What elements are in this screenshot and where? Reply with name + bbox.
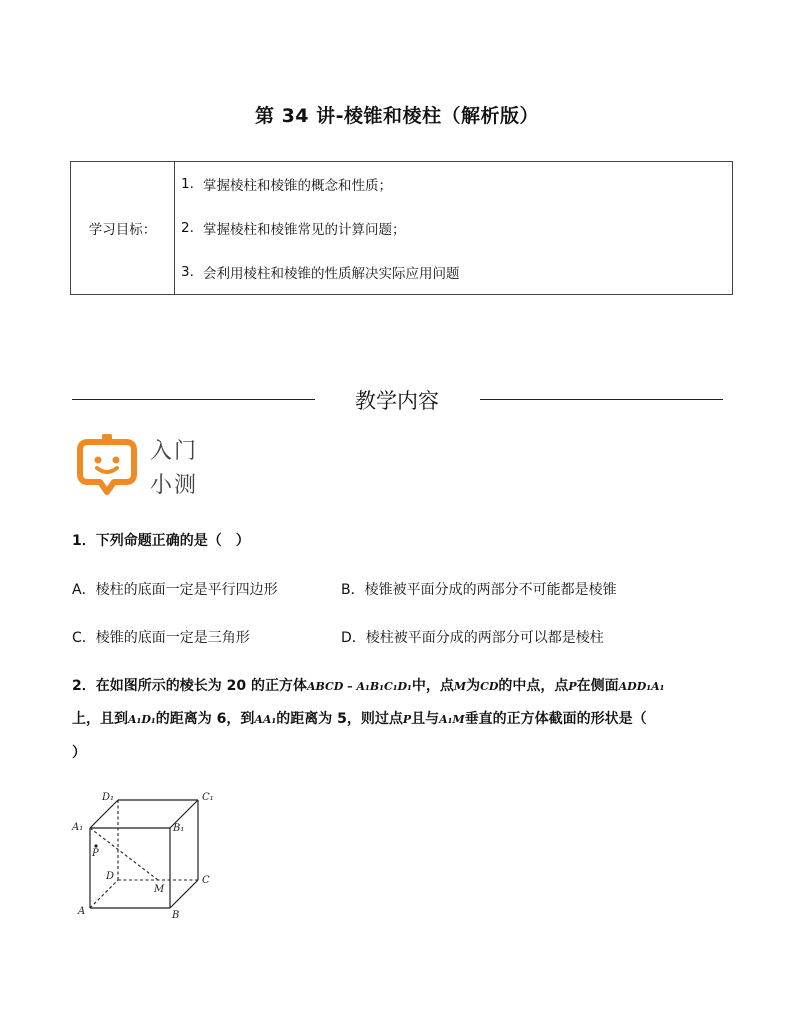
q2-text: 2．在如图所示的棱长为 20 的正方体 — [72, 678, 307, 694]
label-d1: D₁ — [102, 792, 115, 803]
q2-text: 在侧面 — [576, 678, 619, 694]
label-a: A — [78, 906, 86, 917]
question-1-stem: 1．下列命题正确的是（ ） — [72, 533, 250, 549]
question-2-line-1 — [72, 676, 732, 697]
q2-math: AA₁ — [254, 713, 277, 726]
goal-text: 掌握棱柱和棱锥常见的计算问题； — [203, 222, 406, 238]
q2-text: 中，点 — [411, 678, 454, 694]
badge-line-1: 入门 — [150, 439, 199, 464]
goal-number: 3. — [181, 264, 194, 280]
section-title: 教学内容 — [355, 389, 439, 413]
q2-math: P — [402, 713, 412, 726]
q2-math: ADD₁A₁ — [618, 680, 665, 693]
goal-item — [175, 250, 732, 294]
goal-text: 掌握棱柱和棱锥的概念和性质； — [203, 178, 392, 194]
label-m: M — [154, 884, 165, 895]
label-c: C — [202, 875, 210, 886]
label-a1: A₁ — [72, 822, 84, 833]
q2-text: 上，且到 — [72, 711, 128, 727]
q2-math: ABCD – A₁B₁C₁D₁ — [306, 680, 412, 693]
q2-math: CD — [480, 680, 499, 693]
q1-option-b: B．棱锥被平面分成的两部分不可能都是棱锥 — [341, 582, 617, 598]
goal-number: 2. — [181, 220, 194, 236]
question-2-line-3: ） — [72, 745, 86, 761]
q2-math: P — [568, 680, 577, 693]
cube-figure — [66, 786, 226, 922]
edge-bc — [170, 880, 198, 908]
goals-label: 学习目标： — [71, 162, 175, 295]
goal-item — [175, 206, 732, 250]
goal-text: 会利用棱柱和棱锥的性质解决实际应用问题 — [203, 266, 460, 282]
q1-option-d: D．棱柱被平面分成的两部分可以都是棱柱 — [341, 630, 604, 646]
q2-math: A₁M — [439, 713, 465, 726]
section-divider-left — [72, 399, 315, 400]
goals-list — [175, 162, 733, 295]
label-b: B — [172, 910, 180, 921]
label-d: D — [106, 871, 115, 882]
page-title: 第 34 讲-棱锥和棱柱（解析版） — [254, 105, 540, 127]
chat-smiley-icon — [74, 432, 140, 498]
label-p: P — [92, 848, 99, 859]
segment-a1m — [90, 828, 158, 880]
q2-math: M — [453, 680, 467, 693]
q1-option-c: C．棱锥的底面一定是三角形 — [72, 630, 250, 646]
q2-text: 的距离为 6，到 — [155, 711, 255, 727]
edge-a1d1 — [90, 800, 118, 828]
edge-ad-hidden — [90, 880, 118, 908]
q1-option-a: A．棱柱的底面一定是平行四边形 — [72, 582, 278, 598]
goal-item — [175, 162, 732, 206]
goal-number: 1. — [181, 176, 194, 192]
q2-text: 为 — [466, 678, 481, 694]
q2-text: 的距离为 5，则过点 — [276, 711, 403, 727]
label-c1: C₁ — [202, 792, 214, 803]
q2-text: 的中点，点 — [498, 678, 569, 694]
q2-text: 且与 — [411, 711, 440, 727]
learning-goals-table — [70, 161, 733, 295]
q2-math: A₁D₁ — [128, 713, 156, 726]
section-divider-right — [480, 399, 723, 400]
question-2-line-2 — [72, 709, 732, 730]
badge-line-2: 小测 — [150, 473, 199, 498]
label-b1: B₁ — [173, 823, 185, 834]
q2-text: 垂直的正方体截面的形状是（ — [464, 711, 647, 727]
